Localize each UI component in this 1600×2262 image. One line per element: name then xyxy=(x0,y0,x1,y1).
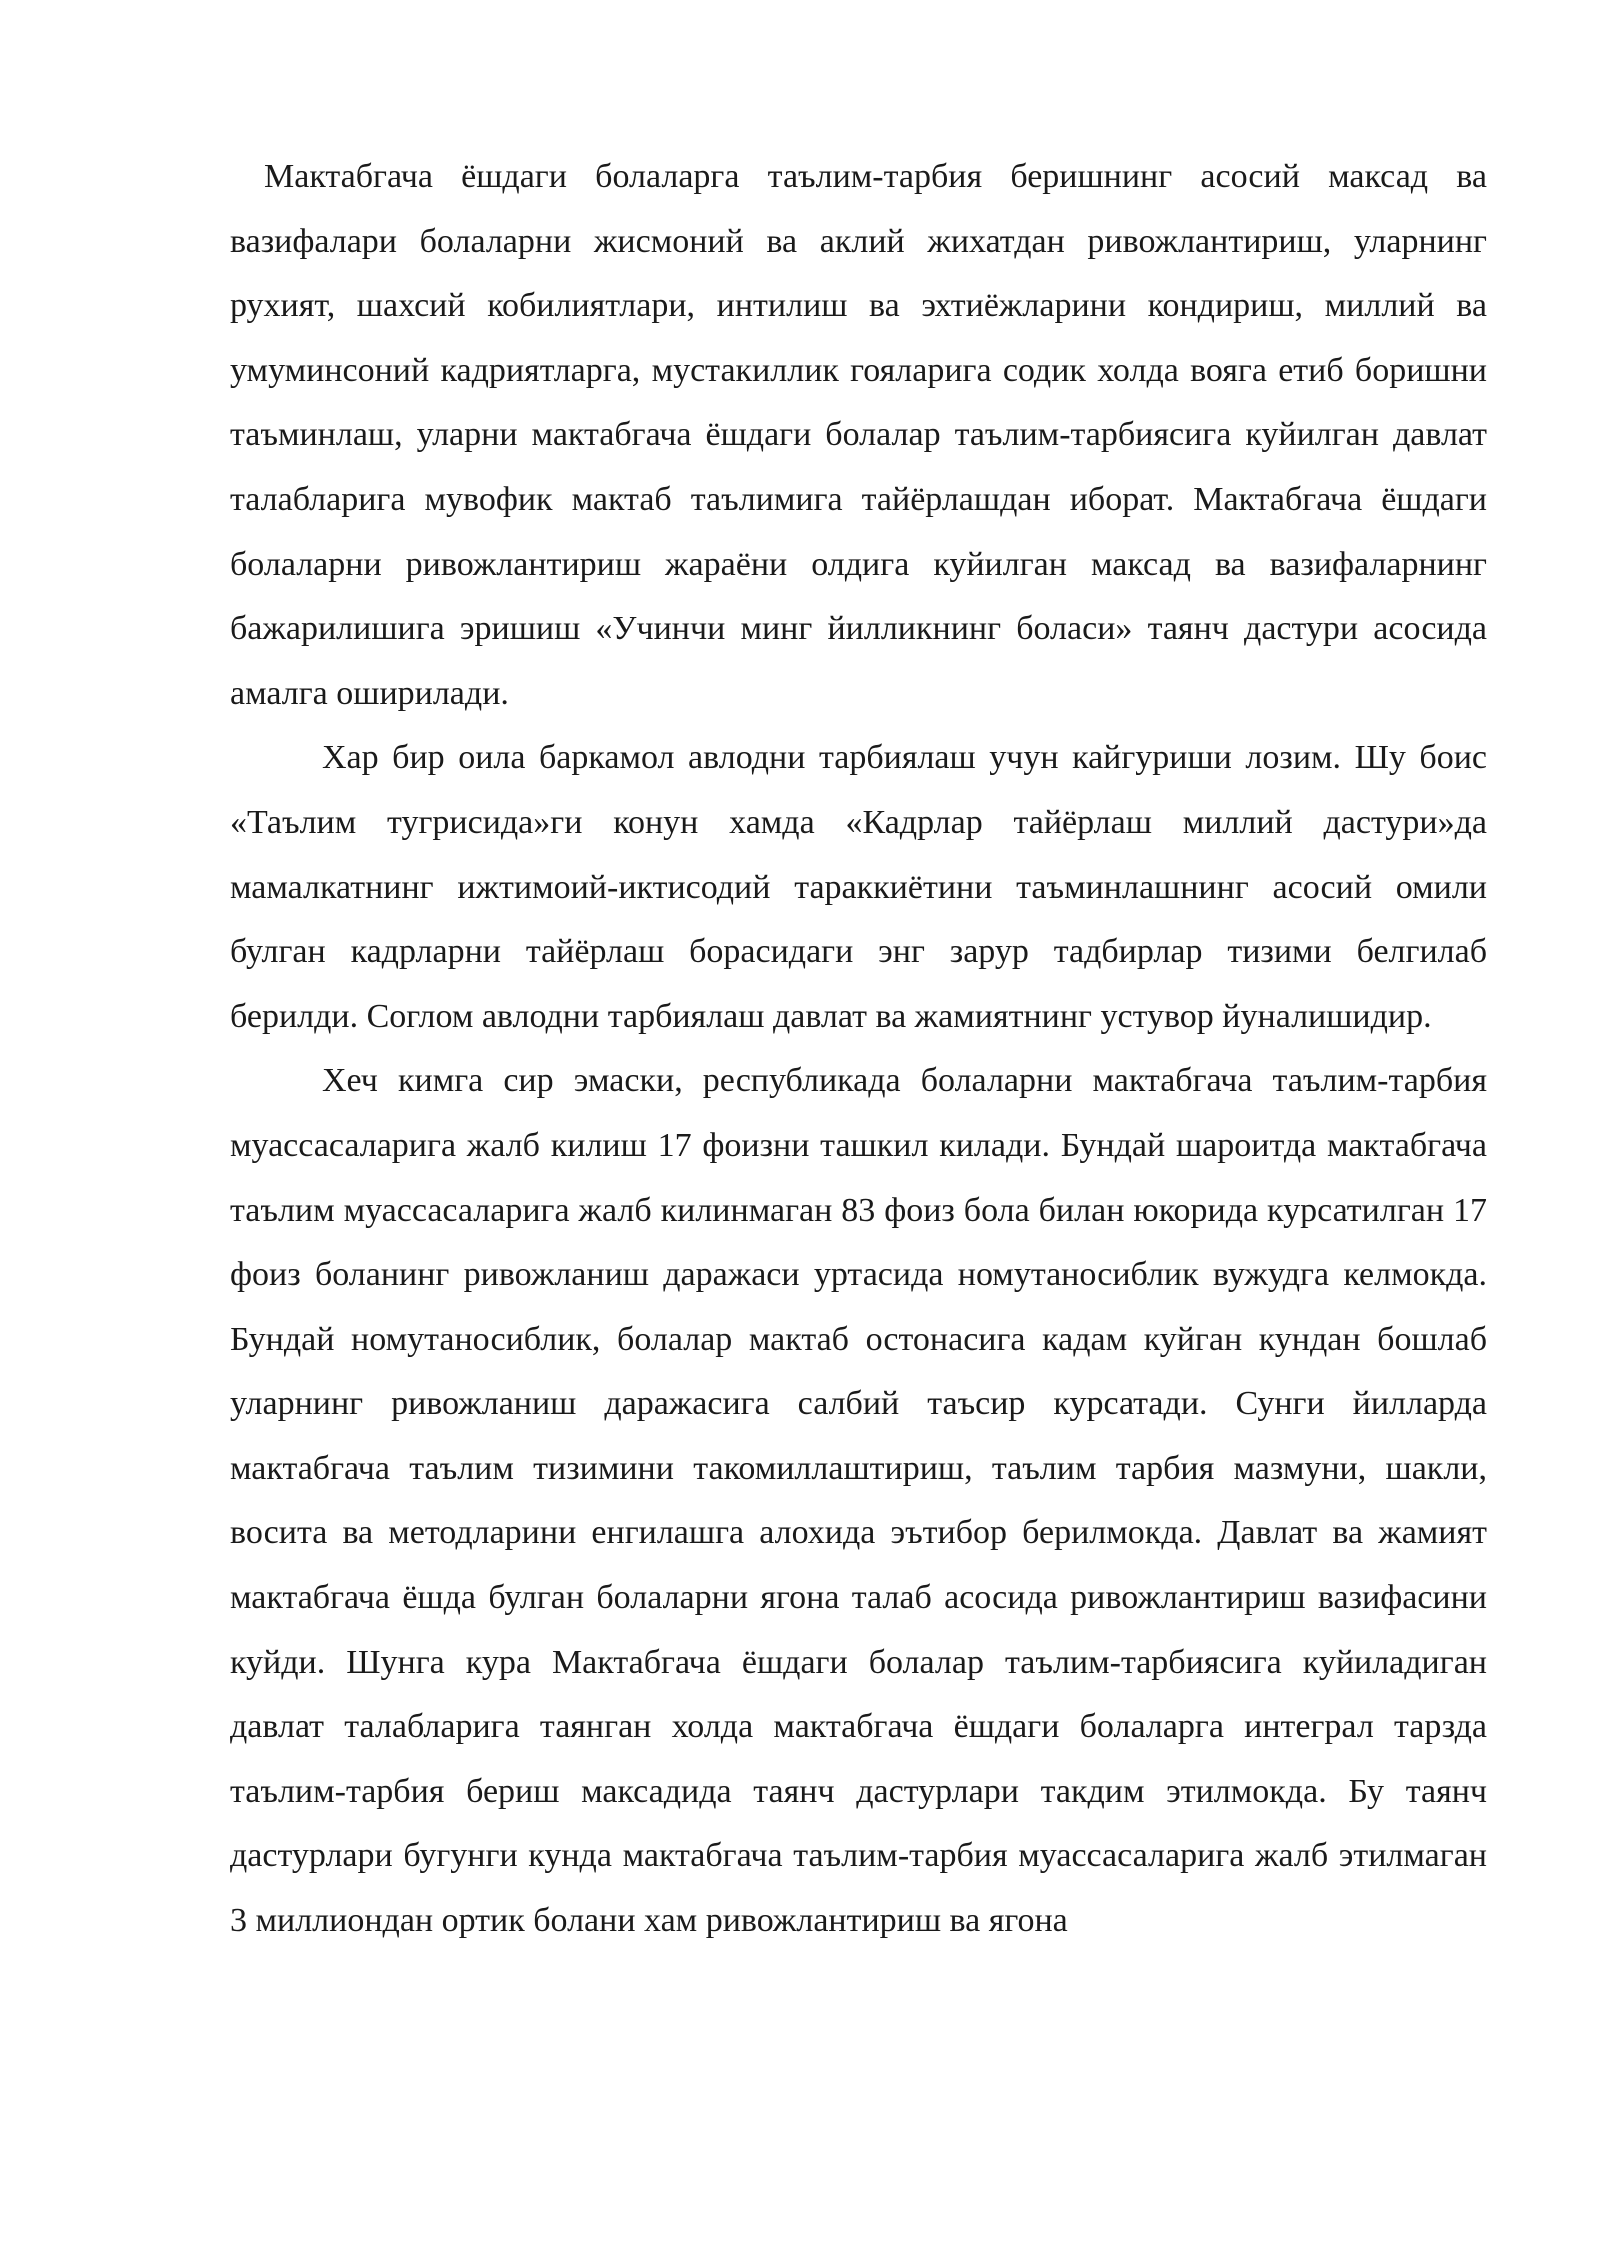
paragraph-1: Мактабгача ёшдаги болаларга таълим-тарбия беришнинг асосий максад ва вазифалари болаларни жисмоний ва аклий жихатдан ривожлантириш, уларнинг рухият, шахсий кобилиятлари, интилиш ва эхтиёжларини кондириш, миллий ва умуминсоний кадриятларга, мустакиллик гояларига содик холда вояга етиб боришни таъминлаш, уларни мактабгача ёшдаги болалар таълим-тарбиясига куйилган давлат талабларига мувофик мактаб таълимига тайёрлашдан иборат. Мактабгача ёшдаги болаларни ривожлантириш жараёни олдига куйилган максад ва вазифаларнинг бажарилишига эришиш «Учинчи минг йилликнинг боласи» таянч дастури асосида амалга оширилади. xyxy=(230,158,1487,712)
document-body xyxy=(230,145,1487,1954)
paragraph-3: Хеч кимга сир эмаски, республикада болаларни мактабгача таълим-тарбия муассасаларига жалб килиш 17 фоизни ташкил килади. Бундай шароитда мактабгача таълим муассасаларига жалб килинмаган 83 фоиз бола билан юкорида курсатилган 17 фоиз боланинг ривожланиш даражаси уртасида номутаносиблик вужудга келмокда. Бундай номутаносиблик, болалар мактаб остонасига кадам куйган кундан бошлаб уларнинг ривожланиш даражасига салбий таъсир курсатади. Сунги йилларда мактабгача таълим тизимини такомиллаштириш, таълим тарбия мазмуни, шакли, восита ва методларини енгилашга алохида эътибор берилмокда. Давлат ва жамият мактабгача ёшда булган болаларни ягона талаб асосида ривожлантириш вазифасини куйди. Шунга кура Мактабгача ёшдаги болалар таълим-тарбиясига куйиладиган давлат талабларига таянган холда мактабгача ёшдаги болаларга интеграл тарзда таълим-тарбия бериш максадида таянч дастурлари такдим этилмокда. Бу таянч дастурлари бугунги кунда мактабгача таълим-тарбия муассасаларига жалб этилмаган 3 миллиондан ортик болани хам ривожлантириш ва ягона xyxy=(230,1062,1487,1940)
paragraph-2: Хар бир оила баркамол авлодни тарбиялаш учун кайгуриши лозим. Шу боис «Таълим тугрисида»ги конун хамда «Кадрлар тайёрлаш миллий дастури»да мамалкатнинг ижтимоий-иктисодий тараккиётини таъминлашнинг асосий омили булган кадрларни тайёрлаш борасидаги энг зарур тадбирлар тизими белгилаб берилди. Соглом авлодни тарбиялаш давлат ва жамиятнинг устувор йуналишидир. xyxy=(230,739,1487,1035)
